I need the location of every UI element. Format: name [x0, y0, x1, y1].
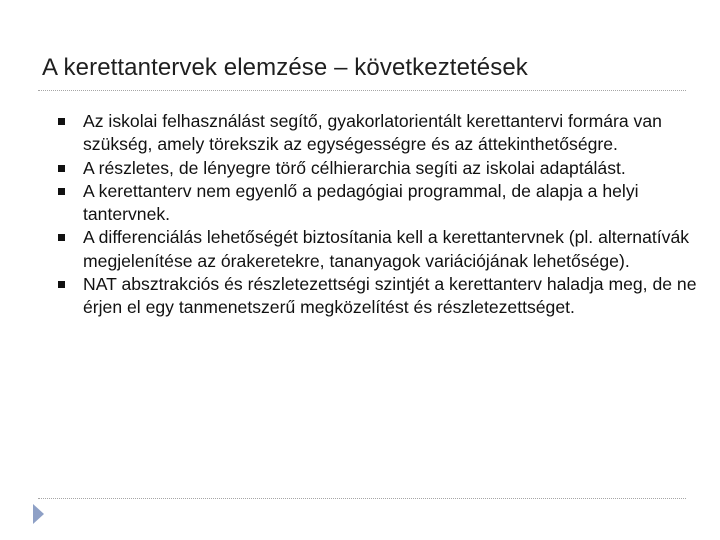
bullet-text: A kerettanterv nem egyenlő a pedagógiai programmal, de alapja a helyi tantervnek.: [83, 180, 639, 225]
footer-divider: [38, 498, 686, 499]
bullet-text: NAT absztrakciós és részletezettségi szintjét a kerettanterv haladja meg, de ne érjen el egy tanmenetszerű megközelítést és részletezettséget.: [83, 274, 697, 318]
bullet-item: [58, 226, 698, 273]
bullet-item: [58, 110, 698, 157]
square-bullet-icon: [58, 118, 65, 125]
play-arrow-icon[interactable]: [33, 504, 44, 524]
square-bullet-icon: [58, 234, 65, 241]
bullet-item: [58, 273, 698, 320]
bullet-text: Az iskolai felhasználást segítő, gyakorlatorientált kerettantervi formára van szükség, amely törekszik az egységességre és az áttekinthetőségre.: [83, 111, 662, 155]
bullet-item: [58, 180, 698, 227]
square-bullet-icon: [58, 188, 65, 195]
bullet-text: A differenciálás lehetőségét biztosítania kell a kerettantervnek (pl. alternatívák megjelenítése az órakeretekre, tananyagok variációjának lehetősége).: [83, 227, 690, 271]
square-bullet-icon: [58, 165, 65, 172]
bullet-text: A részletes, de lényegre törő célhierarchia segíti az iskolai adaptálást.: [83, 157, 626, 178]
bullet-item: [58, 157, 698, 180]
square-bullet-icon: [58, 281, 65, 288]
title-divider: [38, 90, 686, 91]
slide-title: A kerettantervek elemzése – következtetések: [42, 54, 528, 81]
bullet-list: [58, 110, 698, 320]
